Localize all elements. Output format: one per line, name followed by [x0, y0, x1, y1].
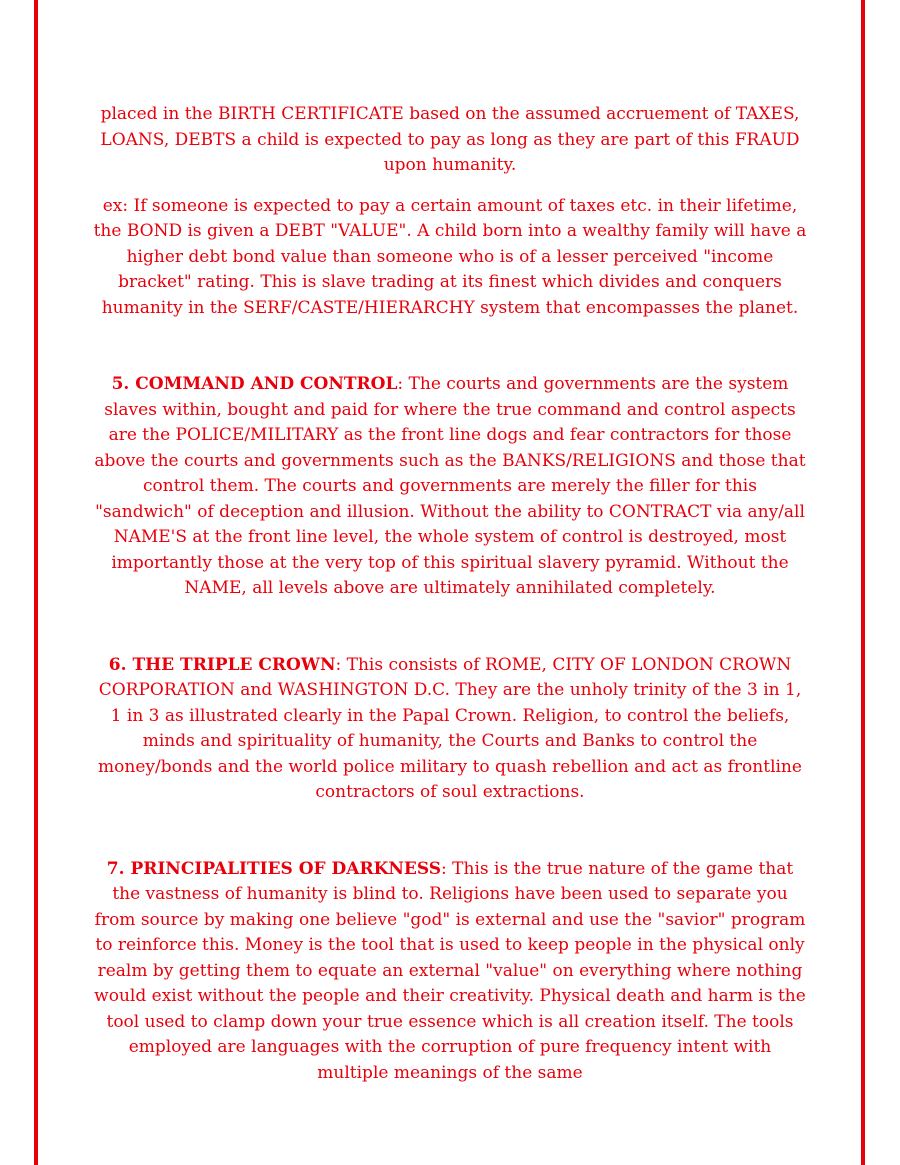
paragraph-text: : This is the true nature of the game that the vastness of humanity is blind to. Religions have been used to separate you from source by making one believe "god" is external and use the "savior" program to reinforce this. Money is the tool that is used to keep people in the physical only realm by getting them to equate an external "value" on everything where nothing would exist without the people and their creativity. Physical death and harm is the tool used to clamp down your true essence which is all creation itself. The tools employed are languages with the corruption of pure frequency intent with multiple meanings of the same: [94, 858, 806, 1083]
paragraph-birth-certificate: [92, 102, 808, 179]
section-heading: 6. THE TRIPLE CROWN: [108, 654, 336, 675]
paragraph-triple-crown: [92, 653, 808, 806]
page-border-left: [34, 0, 38, 1165]
paragraph-principalities-of-darkness: [92, 857, 808, 1087]
section-heading: 5. COMMAND AND CONTROL: [111, 374, 398, 394]
paragraph-bond-example: [92, 194, 808, 322]
paragraph-text: : The courts and governments are the system slaves within, bought and paid for where the true command and control aspects are the POLICE/MILITARY as the front line dogs and fear contractors for those above the courts and governments such as the BANKS/RELIGIONS and those that control them. The courts and governments are merely the filler for this "sandwich" of deception and illusion. Without the ability to CONTRACT via any/all NAME'S at the front line level, the whole system of control is destroyed, most importantly those at the very top of this spiritual slavery pyramid. Without the NAME, all levels above are ultimately annihilated completely.: [94, 374, 806, 598]
paragraph-text: : This consists of ROME, CITY OF LONDON CROWN CORPORATION and WASHINGTON D.C. They are the unholy trinity of the 3 in 1, 1 in 3 as illustrated clearly in the Papal Crown. Religion, to control the beliefs, minds and spirituality of humanity, the Courts and Banks to control the money/bonds and the world police military to quash rebellion and act as frontline contractors of soul extractions.: [98, 654, 802, 802]
page-border-right: [861, 0, 865, 1165]
document-body: [92, 102, 808, 1086]
paragraph-text: ex: If someone is expected to pay a certain amount of taxes etc. in their lifetime, the BOND is given a DEBT "VALUE". A child born into a wealthy family will have a higher debt bond value than someone who is of a lesser perceived "income bracket" rating. This is slave trading at its finest which divides and conquers humanity in the SERF/CASTE/HIERARCHY system that encompasses the planet.: [93, 195, 807, 318]
paragraph-command-and-control: [92, 372, 808, 602]
section-heading: 7. PRINCIPALITIES OF DARKNESS: [106, 858, 442, 879]
paragraph-text: placed in the BIRTH CERTIFICATE based on the assumed accruement of TAXES, LOANS, DEBTS a child is expected to pay as long as they are part of this FRAUD upon humanity.: [100, 104, 800, 175]
